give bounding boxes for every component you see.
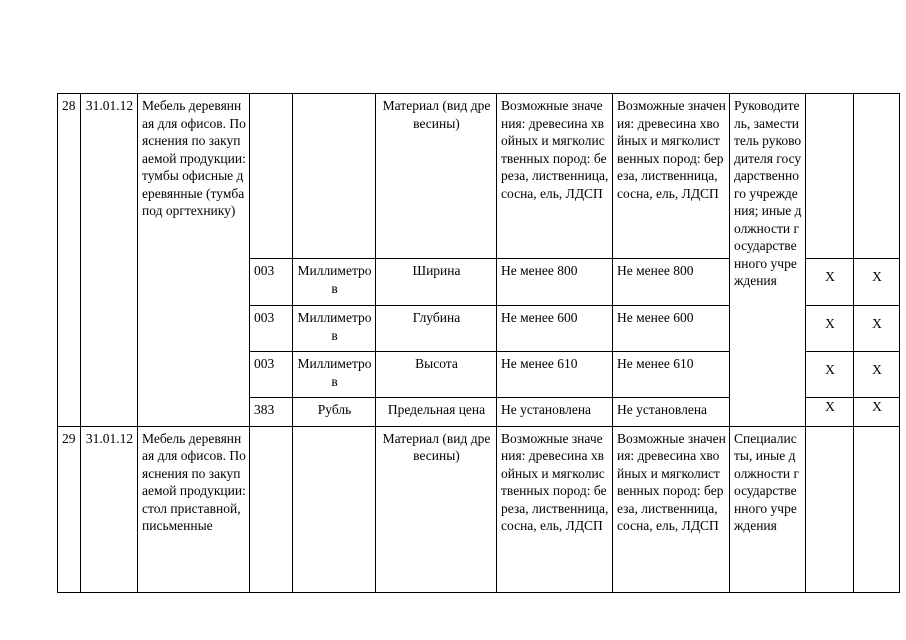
mark-2 [854, 426, 900, 592]
value-b: Возможные значения: древесина хвойных и мягколиственных пород: береза, лиственница, сосна, ель, ЛДСП [613, 426, 730, 592]
characteristic-name: Высота [376, 352, 497, 398]
table-row [58, 94, 900, 259]
mark-1 [806, 398, 854, 427]
mark-2 [854, 306, 900, 352]
value-b: Не менее 800 [613, 259, 730, 306]
mark-text: X [825, 399, 835, 414]
mark-1 [806, 259, 854, 306]
product-name: Мебель деревянная для офисов. Пояснения по закупаемой продукции: стол приставной, письменные [138, 426, 250, 592]
characteristic-name: Глубина [376, 306, 497, 352]
value-a: Возможные значения: древесина хвойных и мягколиственных пород: береза, лиственница, сосна, ель, ЛДСП [497, 94, 613, 259]
unit-name: Миллиметров [293, 306, 376, 352]
characteristic-name: Предельная цена [376, 398, 497, 427]
okei-code: 383 [250, 398, 293, 427]
row-number: 28 [58, 94, 81, 427]
value-b: Возможные значения: древесина хвойных и мягколиственных пород: береза, лиственница, сосна, ель, ЛДСП [613, 94, 730, 259]
value-a: Возможные значения: древесина хвойных и мягколиственных пород: береза, лиственница, сосна, ель, ЛДСП [497, 426, 613, 592]
okpd-code: 31.01.12 [81, 426, 138, 592]
okei-code: 003 [250, 259, 293, 306]
value-a: Не менее 600 [497, 306, 613, 352]
mark-text: X [825, 269, 835, 285]
mark-text: X [825, 315, 835, 331]
mark-2 [854, 259, 900, 306]
row-number: 29 [58, 426, 81, 592]
mark-text: X [872, 361, 882, 377]
value-b: Не менее 600 [613, 306, 730, 352]
characteristic-name: Материал (вид древесины) [376, 426, 497, 592]
mark-2 [854, 352, 900, 398]
product-name: Мебель деревянная для офисов. Пояснения по закупаемой продукции: тумбы офисные деревянные (тумба под оргтехнику) [138, 94, 250, 427]
mark-2 [854, 398, 900, 427]
value-b: Не менее 610 [613, 352, 730, 398]
characteristic-name: Ширина [376, 259, 497, 306]
okei-code: 003 [250, 306, 293, 352]
value-b: Не установлена [613, 398, 730, 427]
requirements-table [57, 93, 900, 593]
unit-name [293, 426, 376, 592]
table-row [58, 426, 900, 592]
value-a: Не менее 610 [497, 352, 613, 398]
unit-name: Миллиметров [293, 352, 376, 398]
mark-1 [806, 352, 854, 398]
mark-1 [806, 306, 854, 352]
characteristic-name: Материал (вид древесины) [376, 94, 497, 259]
position-category: Руководитель, заместитель руководителя государственного учреждения; иные должности государственного учреждения [730, 94, 806, 427]
value-a: Не установлена [497, 398, 613, 427]
okpd-code: 31.01.12 [81, 94, 138, 427]
position-category: Специалисты, иные должности государственного учреждения [730, 426, 806, 592]
okei-code [250, 426, 293, 592]
unit-name: Рубль [293, 398, 376, 427]
value-a: Не менее 800 [497, 259, 613, 306]
okei-code [250, 94, 293, 259]
mark-text: X [872, 399, 882, 414]
mark-text: X [825, 361, 835, 377]
unit-name: Миллиметров [293, 259, 376, 306]
mark-1 [806, 426, 854, 592]
unit-name [293, 94, 376, 259]
mark-text: X [872, 269, 882, 285]
mark-1 [806, 94, 854, 259]
mark-text: X [872, 315, 882, 331]
okei-code: 003 [250, 352, 293, 398]
mark-2 [854, 94, 900, 259]
